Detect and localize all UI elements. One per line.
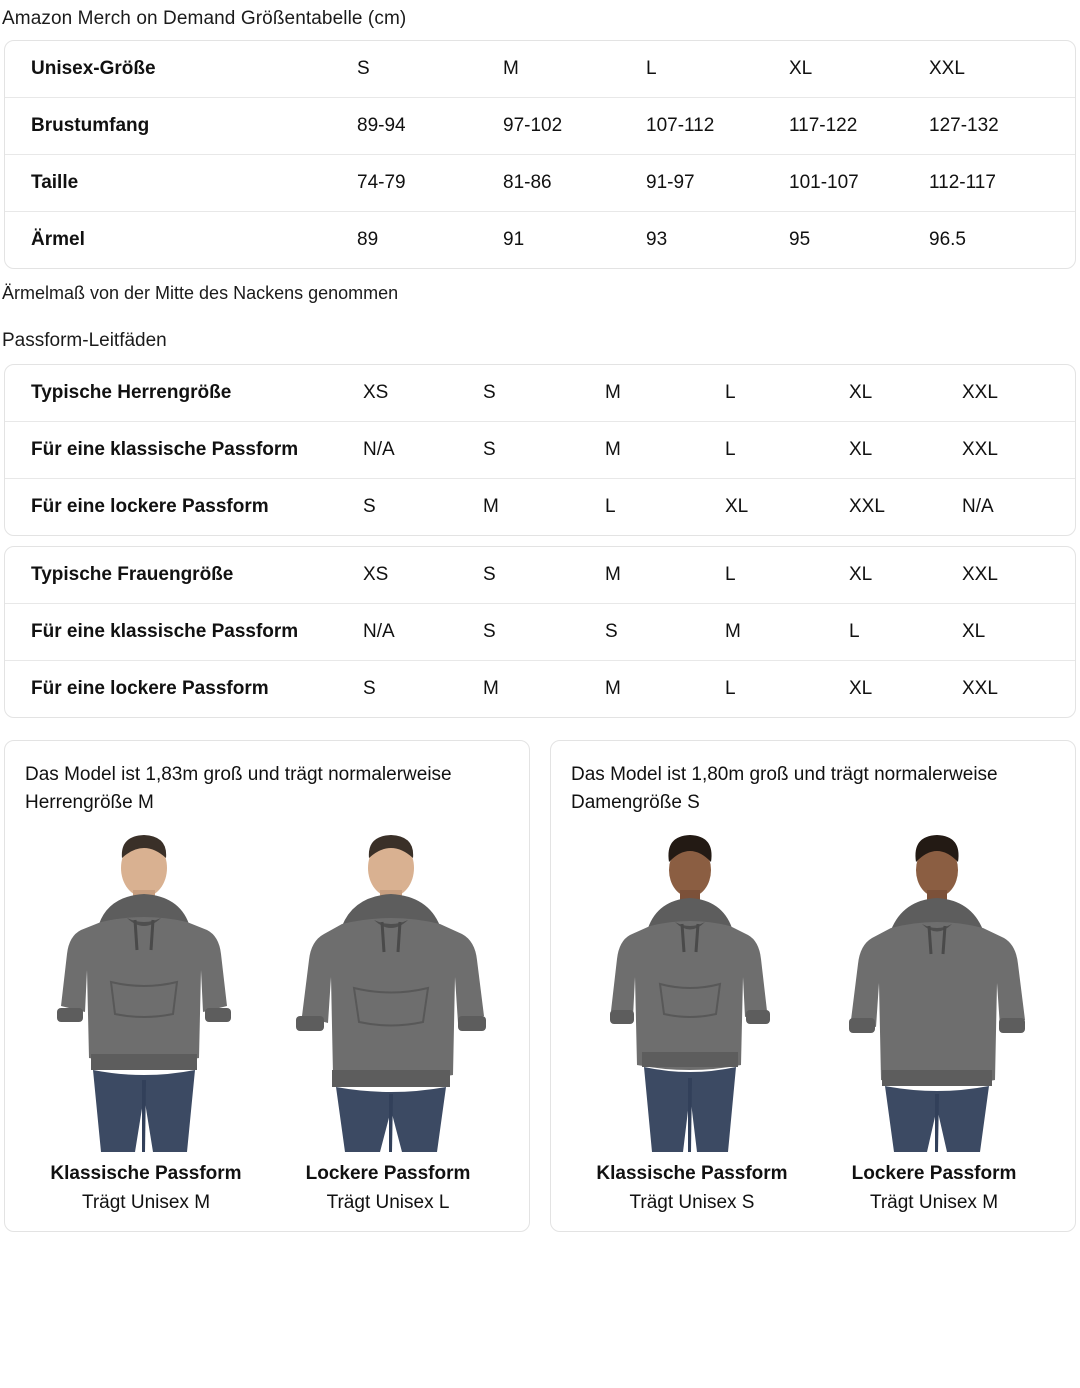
cell: S <box>357 58 370 79</box>
cell: L <box>725 422 849 479</box>
cell: M <box>725 604 849 661</box>
cell: M <box>483 661 605 718</box>
cell: L <box>605 479 725 536</box>
row-label: Taille <box>5 155 357 212</box>
cell: S <box>483 382 496 403</box>
cell: M <box>605 661 725 718</box>
cell: L <box>725 564 736 585</box>
sleeve-measurement-note: Ärmelmaß von der Mitte des Nackens genommen <box>2 283 399 303</box>
cell: 97-102 <box>503 98 646 155</box>
cell: S <box>483 422 605 479</box>
cell: XL <box>849 382 873 403</box>
male-relaxed-fit-figure-col <box>272 832 509 1152</box>
male-model-caption: Das Model ist 1,83m groß und trägt normalerweise Herrengröße M <box>25 764 452 813</box>
table-row <box>5 41 1075 98</box>
cell: 96.5 <box>929 212 1075 269</box>
table-row <box>5 365 1075 422</box>
row-label: Für eine klassische Passform <box>5 422 363 479</box>
cell: S <box>483 604 605 661</box>
cell: XXL <box>929 58 965 79</box>
male-model-card <box>4 740 530 1232</box>
table-row <box>5 98 1075 155</box>
cell: N/A <box>962 479 1075 536</box>
fit-guides-heading: Passform-Leitfäden <box>2 330 167 351</box>
cell: XXL <box>962 422 1075 479</box>
fit-wears: Trägt Unisex M <box>869 1191 999 1213</box>
female-classic-fit-figure-col <box>571 832 808 1152</box>
fit-name: Klassische Passform <box>50 1163 242 1185</box>
cell: S <box>363 479 483 536</box>
table-row <box>5 604 1075 661</box>
male-classic-fit-label <box>25 1160 267 1217</box>
row-label: Für eine klassische Passform <box>5 604 363 661</box>
cell: 81-86 <box>503 155 646 212</box>
womens-fit-table-card <box>4 546 1076 718</box>
cell: L <box>725 661 849 718</box>
cell: 95 <box>789 212 929 269</box>
cell: XS <box>363 564 389 585</box>
cell: XL <box>849 661 962 718</box>
cell: M <box>483 479 605 536</box>
male-relaxed-fit-label <box>267 1160 509 1217</box>
cell: M <box>503 58 519 79</box>
female-model-caption: Das Model ist 1,80m groß und trägt normalerweise Damengröße S <box>571 764 998 813</box>
female-relaxed-fit-label <box>813 1160 1055 1217</box>
fit-wears: Trägt Unisex S <box>629 1191 755 1213</box>
cell: L <box>849 604 962 661</box>
female-figures <box>571 822 1055 1152</box>
cell: M <box>605 564 621 585</box>
male-hoodie-figure <box>39 832 249 1152</box>
mens-fit-table-card <box>4 364 1076 536</box>
womens-fit-table <box>5 547 1075 717</box>
table-row <box>5 661 1075 718</box>
female-relaxed-fit-figure-col <box>818 832 1055 1152</box>
cell: L <box>725 382 736 403</box>
female-hoodie-figure <box>590 832 790 1152</box>
cell: XXL <box>962 382 998 403</box>
cell: M <box>605 422 725 479</box>
fit-name: Lockere Passform <box>305 1163 471 1185</box>
cell: 112-117 <box>929 155 1075 212</box>
cell: 91-97 <box>646 155 789 212</box>
table-row <box>5 479 1075 536</box>
cell: 89-94 <box>357 98 503 155</box>
cell: XL <box>849 564 873 585</box>
model-cards-row <box>4 740 1076 1232</box>
table-row <box>5 212 1075 269</box>
fit-name: Lockere Passform <box>851 1163 1017 1185</box>
cell: 74-79 <box>357 155 503 212</box>
cell: S <box>605 604 725 661</box>
cell: XL <box>789 58 813 79</box>
row-label: Typische Frauengröße <box>31 564 234 585</box>
mens-fit-table <box>5 365 1075 535</box>
cell: 107-112 <box>646 98 789 155</box>
size-table <box>5 41 1075 268</box>
row-label: Für eine lockere Passform <box>5 479 363 536</box>
male-figures <box>25 822 509 1152</box>
cell: 127-132 <box>929 98 1075 155</box>
male-figure-labels <box>25 1160 509 1217</box>
cell: M <box>605 382 621 403</box>
row-label: Unisex-Größe <box>31 58 156 79</box>
cell: XXL <box>849 479 962 536</box>
cell: XL <box>725 479 849 536</box>
male-hoodie-figure <box>286 832 496 1152</box>
female-hoodie-figure <box>837 832 1037 1152</box>
cell: 91 <box>503 212 646 269</box>
cell: S <box>363 661 483 718</box>
row-label: Für eine lockere Passform <box>5 661 363 718</box>
row-label: Ärmel <box>5 212 357 269</box>
cell: XXL <box>962 564 998 585</box>
male-classic-fit-figure-col <box>25 832 262 1152</box>
female-model-card <box>550 740 1076 1232</box>
table-row <box>5 422 1075 479</box>
cell: L <box>646 58 657 79</box>
cell: XXL <box>962 661 1075 718</box>
cell: 93 <box>646 212 789 269</box>
size-table-card <box>4 40 1076 269</box>
fit-wears: Trägt Unisex L <box>326 1191 450 1213</box>
cell: N/A <box>363 422 483 479</box>
page-title: Amazon Merch on Demand Größentabelle (cm) <box>2 8 407 29</box>
cell: 117-122 <box>789 98 929 155</box>
cell: 101-107 <box>789 155 929 212</box>
cell: 89 <box>357 212 503 269</box>
row-label: Brustumfang <box>5 98 357 155</box>
female-figure-labels <box>571 1160 1055 1217</box>
cell: S <box>483 564 496 585</box>
cell: XL <box>849 422 962 479</box>
fit-name: Klassische Passform <box>596 1163 788 1185</box>
fit-wears: Trägt Unisex M <box>81 1191 211 1213</box>
row-label: Typische Herrengröße <box>31 382 232 403</box>
table-row <box>5 547 1075 604</box>
table-row <box>5 155 1075 212</box>
cell: N/A <box>363 604 483 661</box>
female-classic-fit-label <box>571 1160 813 1217</box>
cell: XS <box>363 382 389 403</box>
cell: XL <box>962 604 1075 661</box>
